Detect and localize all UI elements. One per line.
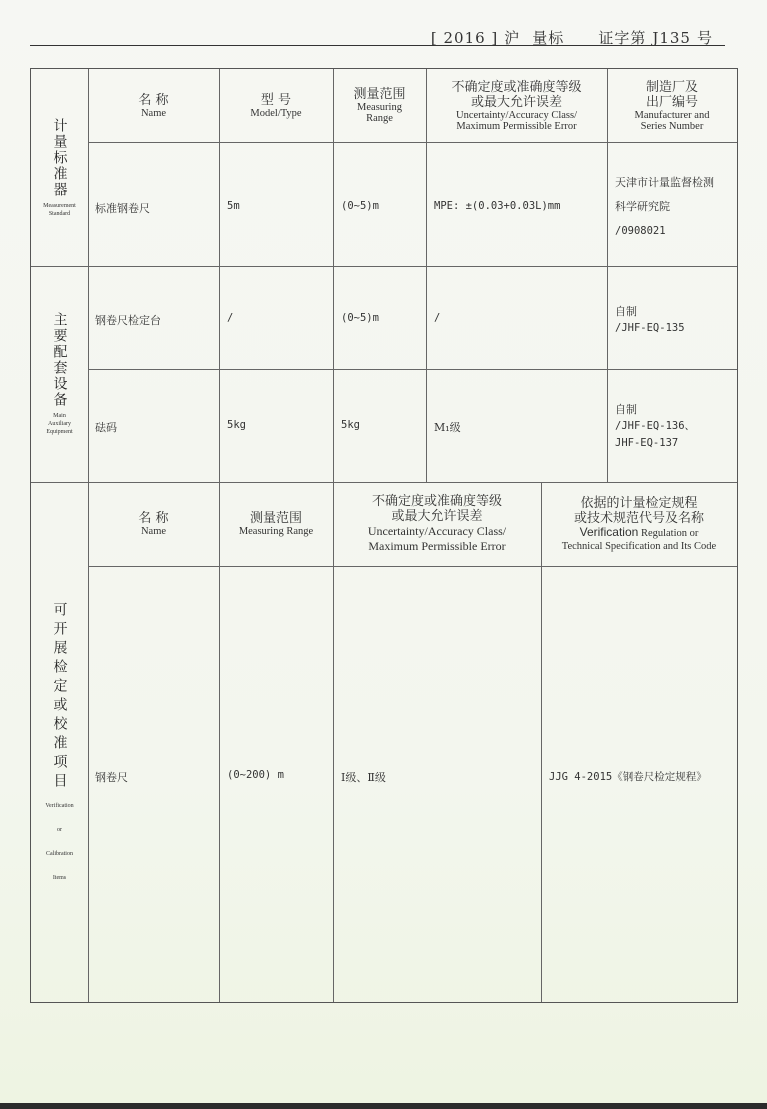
section-aux-en-1: Main (53, 413, 66, 419)
certificate-header (30, 25, 725, 46)
section-items-en-1: Verification (45, 803, 74, 809)
standard-error: MPE: ±(0.03+0.03L)mm (434, 200, 561, 212)
items-class: Ⅰ级、Ⅱ级 (341, 771, 386, 784)
items-header-range (219, 482, 333, 566)
header-cert-no: J135 (652, 29, 691, 47)
header-range-zh: 测量范围 (353, 87, 406, 102)
aux-1-model: / (227, 312, 234, 324)
header-model-en: Model/Type (250, 107, 302, 119)
aux-2-range: 5kg (341, 419, 360, 431)
header-cert-label: 证字第 (598, 29, 647, 47)
section-standard-label (31, 69, 88, 266)
header-unc-en-1: Uncertainty/Accuracy Class/ (456, 109, 577, 121)
header-range-en-1: Measuring (357, 102, 402, 113)
header-model-zh: 型 号 (260, 92, 292, 108)
certificate-number (431, 27, 713, 48)
section-aux-label (31, 266, 88, 482)
header-manufacturer (607, 69, 737, 142)
header-region: 沪 (504, 29, 521, 47)
header-unc-zh-1: 不确定度或准确度等级 (451, 79, 582, 95)
standard-name: 标准钢卷尺 (95, 202, 150, 215)
standard-mfr-3: /0908021 (615, 225, 666, 237)
header-year: [ 2016 ] (430, 29, 499, 47)
header-cert-unit: 号 (696, 29, 713, 47)
section-aux-en-2: Auxiliary (48, 421, 71, 427)
header-model (219, 69, 333, 142)
items-name: 钢卷尺 (95, 771, 128, 784)
section-items-zh: 可开展检定或校准项目 (51, 602, 68, 792)
items-header-reg-en-1b: Regulation or (638, 527, 699, 539)
standard-model: 5m (227, 200, 240, 212)
divider-aux-row (88, 369, 737, 370)
section-standard-en-2: Standard (48, 210, 71, 217)
divider-header-1 (88, 142, 737, 143)
items-header-range-zh: 测量范围 (249, 511, 302, 526)
items-header-reg-zh-2: 或技术规范代号及名称 (573, 510, 704, 526)
items-header-name (88, 482, 219, 566)
section-items-label (31, 482, 88, 1002)
items-header-reg-en-2: Technical Specification and Its Code (561, 540, 717, 552)
aux-1-mfr-2: /JHF-EQ-135 (615, 322, 685, 334)
header-mfr-zh-1: 制造厂及 (645, 79, 698, 95)
items-header-unc-zh-1: 不确定度或准确度等级 (371, 494, 502, 509)
header-name-zh: 名 称 (138, 92, 169, 108)
section-aux-en-3: Equipment (46, 429, 73, 435)
aux-2-model: 5kg (227, 419, 246, 431)
standard-mfr-1: 天津市计量监督检测 (615, 176, 714, 189)
scan-edge (0, 1103, 767, 1109)
section-items-en-4: Items (52, 875, 67, 881)
section-items-en-3: Calibration (45, 851, 73, 857)
header-range-en-2: Range (366, 113, 393, 124)
section-items-en-2: or (56, 827, 62, 833)
header-unc-en-2: Maximum Permissible Error (456, 120, 577, 132)
aux-1-error: / (434, 312, 441, 324)
divider-header-2 (88, 566, 737, 567)
items-regulation: JJG 4-2015《钢卷尺检定规程》 (549, 771, 707, 783)
section-standard-zh: 计量标准器 (51, 117, 68, 198)
items-header-reg-en-1a: Verification (579, 524, 639, 539)
aux-1-manufacturer (615, 303, 685, 337)
header-mfr-en-1: Manufacturer and (634, 109, 710, 121)
items-header-unc-zh-2: 或最大允许误差 (391, 509, 483, 524)
aux-2-mfr-3: JHF-EQ-137 (615, 437, 679, 449)
aux-1-name: 钢卷尺检定台 (95, 314, 161, 327)
items-header-range-en: Measuring Range (238, 526, 314, 537)
items-header-regulation (541, 482, 737, 566)
items-header-unc-en-1: Uncertainty/Accuracy Class/ (367, 524, 507, 538)
items-header-unc-en-2: Maximum Permissible Error (368, 539, 506, 553)
header-type: 量标 (532, 29, 565, 47)
header-range (333, 69, 426, 142)
items-range: (0~200) m (227, 769, 284, 781)
aux-2-manufacturer (615, 401, 695, 452)
header-name (88, 69, 219, 142)
items-header-uncertainty (333, 482, 541, 566)
header-unc-zh-2: 或最大允许误差 (470, 94, 562, 110)
aux-2-mfr-2: /JHF-EQ-136、 (615, 420, 696, 432)
header-name-en: Name (140, 107, 167, 119)
header-uncertainty (426, 69, 607, 142)
items-header-name-zh: 名 称 (138, 511, 169, 526)
aux-2-error: M₁级 (434, 421, 461, 434)
section-standard-en-1: Measurement (43, 202, 76, 209)
standard-mfr-2: 科学研究院 (615, 200, 670, 213)
section-aux-zh: 主要配套设备 (51, 312, 68, 408)
standard-range: (0~5)m (341, 200, 379, 212)
aux-2-name: 砝码 (95, 421, 117, 434)
certificate-table (30, 68, 738, 1003)
items-header-reg-zh-1: 依据的计量检定规程 (580, 495, 698, 511)
aux-1-mfr-1: 自制 (615, 305, 637, 318)
aux-1-range: (0~5)m (341, 312, 379, 324)
standard-manufacturer (615, 171, 714, 243)
header-mfr-en-2: Series Number (640, 120, 704, 132)
aux-2-mfr-1: 自制 (615, 403, 637, 416)
items-header-name-en: Name (140, 526, 167, 537)
divider-section-1 (31, 266, 737, 267)
header-mfr-zh-2: 出厂编号 (645, 94, 698, 110)
